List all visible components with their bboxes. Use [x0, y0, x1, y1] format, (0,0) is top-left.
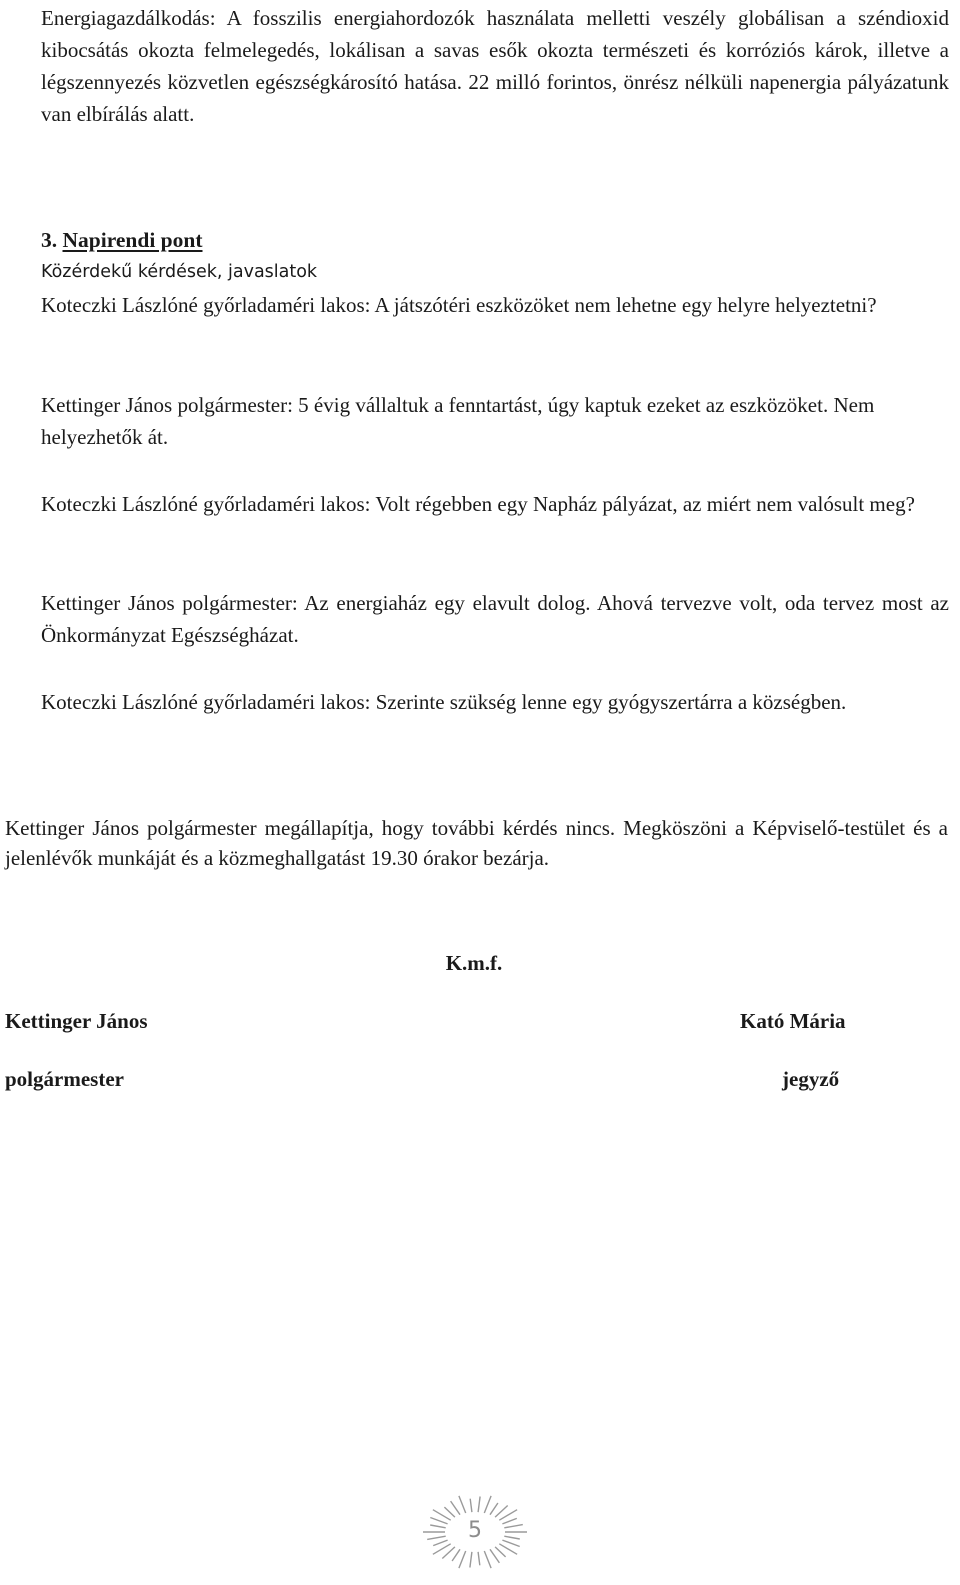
signature-left-role: polgármester	[5, 1067, 124, 1091]
starburst-ray	[442, 1547, 455, 1559]
starburst-ray	[490, 1503, 498, 1515]
starburst-ray	[459, 1496, 466, 1513]
starburst-ray	[470, 1499, 472, 1512]
section-number: 3.	[41, 228, 58, 252]
signature-right-name: Kató Mária	[740, 1009, 846, 1033]
dialogue-paragraph-answer-1: Kettinger János polgármester: 5 évig vállaltuk a fenntartást, úgy kaptuk ezeket az eszközöket. Nem helyezhetők át.	[41, 393, 875, 449]
intro-paragraph: Energiagazdálkodás: A fosszilis energiahordozók használata melletti veszély globálisan a széndioxid kibocsátás okozta felmelegedés, lokálisan a savas esők okozta természeti és korróziós károk, illetve a légszennyezés közvetlen egészségkárosító hatása. 22 milló forintos, önrész nélküli napenergia pályázatunk van elbírálás alatt.	[41, 6, 949, 126]
page-number: 5	[468, 1518, 482, 1543]
dialogue-paragraph-question-1: Koteczki Lászlóné győrladaméri lakos: A játszótéri eszközöket nem lehetne egy helyre helyeztetni?	[41, 293, 877, 317]
starburst-ray	[490, 1549, 499, 1563]
starburst-ray	[451, 1501, 460, 1515]
kmf-label: K.m.f.	[445, 951, 503, 975]
dialogue-paragraph-question-2: Koteczki Lászlóné győrladaméri lakos: Volt régebben egy Napház pályázat, az miért nem valósult meg?	[41, 492, 915, 516]
starburst-ray	[484, 1551, 491, 1568]
dialogue-paragraph-question-3: Koteczki Lászlóné győrladaméri lakos: Szerinte szükség lenne egy gyógyszertárra a községben.	[41, 690, 847, 714]
signature-left-name: Kettinger János	[5, 1009, 148, 1033]
section-title: Napirendi pont	[62, 228, 203, 252]
starburst-ray	[478, 1497, 480, 1513]
starburst-ray	[478, 1552, 480, 1565]
starburst-ray	[452, 1549, 460, 1561]
starburst-ray	[484, 1496, 491, 1513]
starburst-ray	[470, 1552, 472, 1568]
page-number-badge	[418, 1490, 532, 1574]
closing-paragraph: Kettinger János polgármester megállapítja, hogy további kérdés nincs. Megköszöni a Képviselő-testület és a jelenlévők munkáját és a közmeghallgatást 19.30 órakor bezárja.	[5, 816, 948, 870]
starburst-ray	[495, 1547, 506, 1557]
starburst-ray	[459, 1551, 466, 1568]
dialogue-paragraph-answer-2: Kettinger János polgármester: Az energiaház egy elavult dolog. Ahová tervezve volt, oda tervez most az Önkormányzat Egészségházat.	[41, 591, 949, 647]
section-heading	[41, 225, 203, 255]
section-subtitle: Közérdekű kérdések, javaslatok	[41, 262, 318, 282]
signature-right-role: jegyző	[782, 1067, 840, 1091]
